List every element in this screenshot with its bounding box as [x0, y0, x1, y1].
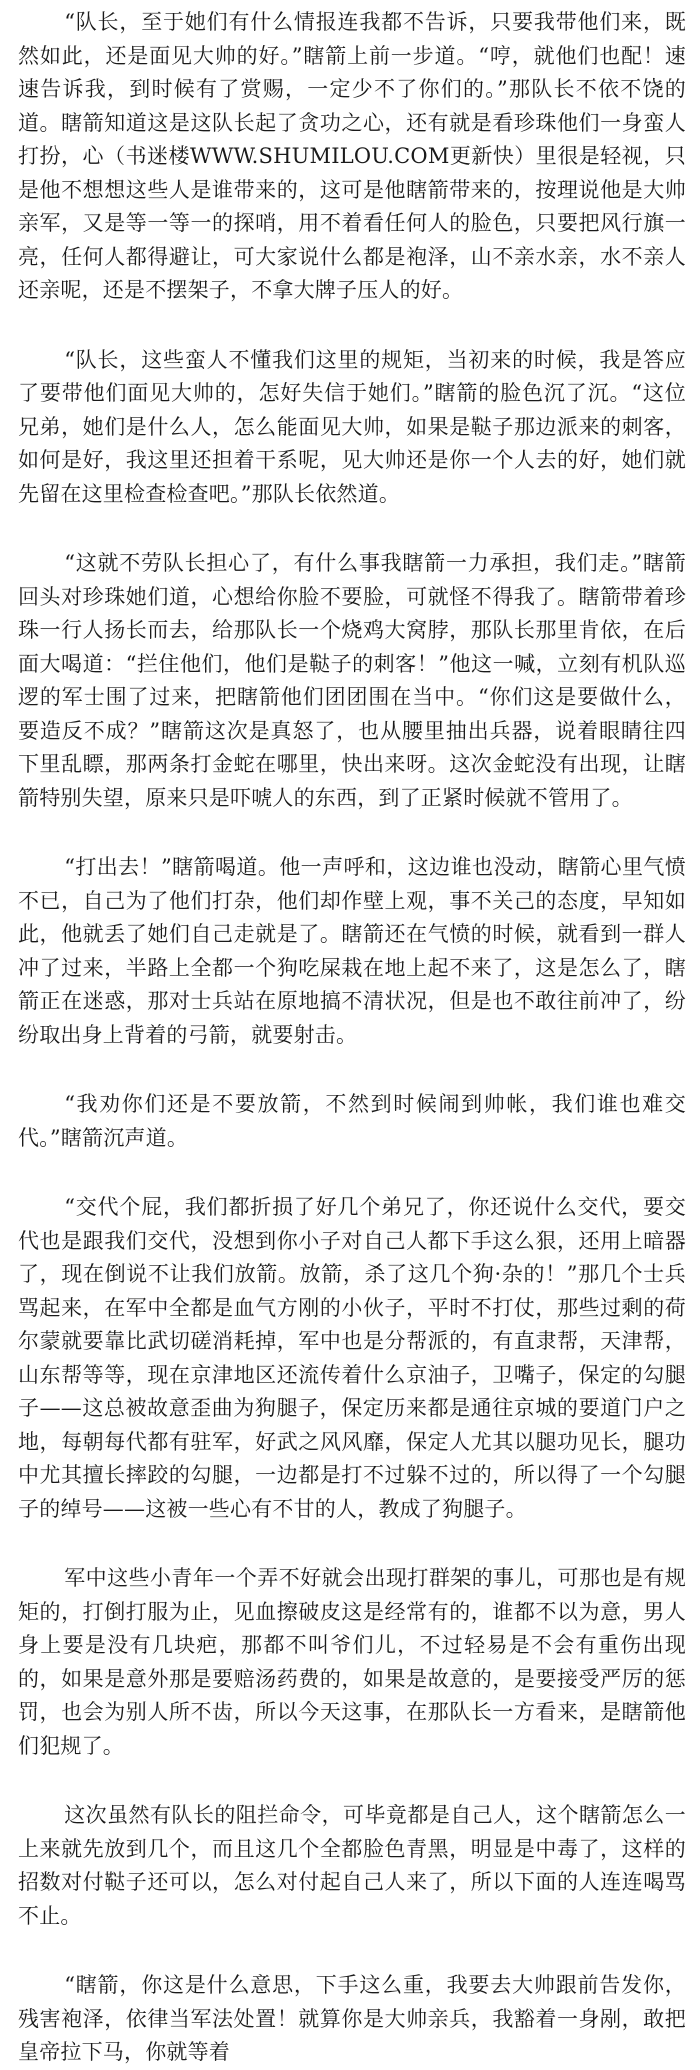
paragraph-7: 军中这些小青年一个弄不好就会出现打群架的事儿，可那也是有规矩的，打倒打服为止，见血擦破皮这是经常有的，谁都不以为意，男人身上要是没有几块疤，那都不叫爷们儿，不过轻易是不会有重伤出现的，如果是意外那是要赔汤药费的，如果是故意的，是要接受严厉的惩罚，也会为别人所不齿，所以今天这事，在那队长一方看来，是瞎箭他们犯规了。 — [18, 1566, 686, 1758]
paragraph-6: “交代个屁，我们都折损了好几个弟兄了，你还说什么交代，要交代也是跟我们交代，没想到你小子对自己人都下手这么狠，还用上暗器了，现在倒说不让我们放箭。放箭，杀了这几个狗·杂的！”那几个士兵骂起来，在军中全都是血气方刚的小伙子，平时不打仗，那些过剩的荷尔蒙就要靠比武切磋消耗掉，军中也是分帮派的，有直隶帮，天津帮，山东帮等等，现在京津地区还流传着什么京油子，卫嘴子，保定的勾腿子——这总被故意歪曲为狗腿子，保定历来都是通往京城的要道门户之地，每朝每代都有驻军，好武之风风靡，保定人尤其以腿功见长，腿功中尤其擅长摔跤的勾腿，一边都是打不过躲不过的，所以得了一个勾腿子的绰号——这被一些心有不甘的人，教成了狗腿子。 — [18, 1195, 686, 1521]
paragraph-1: “队长，至于她们有什么情报连我都不告诉，只要我带他们来，既然如此，还是面见大帅的好。”瞎箭上前一步道。“哼，就他们也配！速速告诉我，到时候有了赏赐，一定少不了你们的。”那队长不依不饶的道。瞎箭知道这是这队长起了贪功之心，还有就是看珍珠他们一身蛮人打扮，心（书迷楼WWW.SHUMILOU.COM更新快）里很是轻视，只是他不想想这些人是谁带来的，这可是他瞎箭带来的，按理说他是大帅亲军，又是等一等一的探哨，用不着看任何人的脸色，只要把风行旗一亮，任何人都得避让，可大家说什么都是袍泽，山不亲水亲，水不亲人还亲呢，还是不摆架子，不拿大牌子压人的好。 — [18, 10, 686, 302]
paragraph-9: “瞎箭，你这是什么意思，下手这么重，我要去大帅跟前告发你，残害袍泽，依律当军法处置！就算你是大帅亲兵，我豁着一身剐，敢把皇帝拉下马，你就等着 — [18, 1973, 686, 2064]
paragraph-2: “队长，这些蛮人不懂我们这里的规矩，当初来的时候，我是答应了要带他们面见大帅的，怎好失信于她们。”瞎箭的脸色沉了沉。“这位兄弟，她们是什么人，怎么能面见大帅，如果是鞑子那边派来的刺客，如何是好，我这里还担着干系呢，见大帅还是你一个人去的好，她们就先留在这里检查检查吧。”那队长依然道。 — [18, 347, 686, 506]
paragraph-3: “这就不劳队长担心了，有什么事我瞎箭一力承担，我们走。”瞎箭回头对珍珠她们道，心想给你脸不要脸，可就怪不得我了。瞎箭带着珍珠一行人扬长而去，给那队长一个烧鸡大窝脖，那队长那里肯依，在后面大喝道：“拦住他们，他们是鞑子的刺客！”他这一喊，立刻有机队巡逻的军士围了过来，把瞎箭他们团团围在当中。“你们这是要做什么，要造反不成？”瞎箭这次是真怒了，也从腰里抽出兵器，说着眼睛往四下里乱瞟，那两条打金蛇在哪里，快出来呀。这次金蛇没有出现，让瞎箭特别失望，原来只是吓唬人的东西，到了正紧时候就不管用了。 — [18, 551, 686, 810]
paragraph-5: “我劝你们还是不要放箭，不然到时候闹到帅帐，我们谁也难交代。”瞎箭沉声道。 — [18, 1092, 686, 1150]
paragraph-8: 这次虽然有队长的阻拦命令，可毕竟都是自己人，这个瞎箭怎么一上来就先放到几个，而且这几个全都脸色青黑，明显是中毒了，这样的招数对付鞑子还可以，怎么对付起自己人来了，所以下面的人连连喝骂不止。 — [18, 1803, 686, 1928]
paragraph-4: “打出去！”瞎箭喝道。他一声呼和，这边谁也没动，瞎箭心里气愤不已，自己为了他们打杂，他们却作壁上观，事不关己的态度，早知如此，他就丢了她们自己走就是了。瞎箭还在气愤的时候，就看到一群人冲了过来，半路上全都一个狗吃屎栽在地上起不来了，这是怎么了，瞎箭正在迷惑，那对士兵站在原地搞不清状况，但是也不敢往前冲了，纷纷取出身上背着的弓箭，就要射击。 — [18, 855, 686, 1047]
